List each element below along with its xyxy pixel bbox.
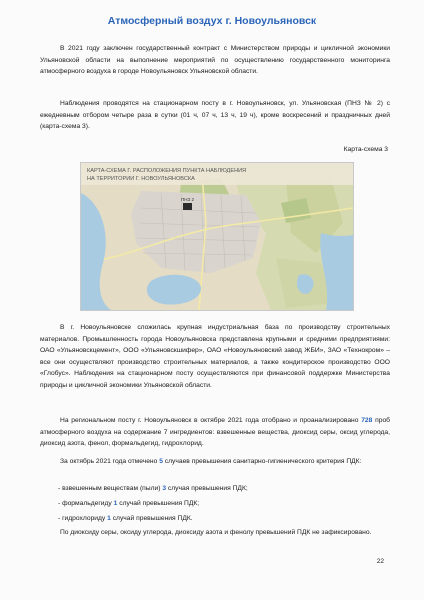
exceedances-count: 5 — [159, 458, 163, 465]
samples-count: 728 — [361, 417, 373, 424]
paragraph-observations — [40, 98, 390, 133]
list-item-text: - взвешенным веществам (пыли) — [58, 485, 163, 492]
paragraph-no-exceedances-text: По диоксиду серы, оксиду углерода, диоксиду азота и фенолу превышений ПДК не зафиксировано. — [60, 529, 372, 536]
list-item-text: случая превышения ПДК; — [166, 485, 248, 492]
paragraph-exceedances — [40, 456, 390, 468]
post-marker — [183, 203, 192, 210]
post-label: ПНЗ 2 — [181, 197, 194, 202]
map-caption: Карта-схема 3 — [343, 146, 388, 153]
samples-text-before: На региональном посту г. Новоульяновск в октябре 2021 года отобрано и проанализировано — [60, 417, 362, 424]
paragraph-observations-text: Наблюдения проводятся на стационарном посту в г. Новоульяновск, ул. Ульяновская (ПНЗ № 2) с ежедневным отбором четыре раза в сутки (01 ч, 07 ч, 13 ч, 19 ч), кроме воскресений и праздничных дней (карта-схема 3). — [40, 100, 390, 131]
list-item-count: 1 — [107, 515, 111, 522]
list-item-text: случай превышения ПДК. — [110, 515, 193, 522]
samples-text-after: проб атмосферного воздуха на содержание 7 ингредиентов: взвешенные вещества, диоксид серы, оксид углерода, диоксид азота, фенол, формальдегид, гидрохлорид. — [40, 417, 390, 448]
list-item — [58, 498, 199, 509]
paragraph-contract — [40, 43, 390, 78]
page-number: 22 — [376, 558, 384, 565]
map-header-line1: КАРТА-СХЕМА Г. РАСПОЛОЖЕНИЯ ПУНКТА НАБЛЮДЕНИЯ — [87, 168, 247, 174]
map-header-line2: НА ТЕРРИТОРИИ Г. НОВОУЛЬЯНОВСКА — [87, 176, 195, 182]
list-item-count: 3 — [162, 485, 167, 492]
list-item — [58, 513, 193, 524]
paragraph-industry — [40, 322, 390, 392]
page-title: Атмосферный воздух г. Новоульяновск — [107, 15, 317, 27]
paragraph-industry-text: В г. Новоульяновске сложилась крупная индустриальная база по производству строительных материалов. Промышленность города Новоульяновска представлена крупными и средними предприятиями: ОАО «Ульяновскцемент», ООО «Ульяновскшифер», ОАО «Новоульяновский завод ЖБИ», ЗАО «Технокром» – все они осуществляют производство строительных материалов, а также кондитерское производство ООО «Глобус». Наблюдения на стационарном посту осуществляются при финансовой поддержке Министерства природы и цикличной экономики Ульяновской области. — [40, 324, 390, 389]
paragraph-samples — [40, 415, 390, 450]
list-item-text: - формальдегиду — [58, 500, 114, 507]
list-item-text: случай превышения ПДК; — [117, 500, 200, 507]
exceedances-text-before: За октябрь 2021 года отмечено — [60, 458, 160, 465]
list-item-count: 1 — [113, 500, 118, 507]
map-image — [81, 163, 353, 310]
location-map — [80, 162, 354, 311]
paragraph-no-exceedances — [40, 527, 390, 539]
paragraph-contract-text: В 2021 году заключен государственный контракт с Министерством природы и цикличной экономики Ульяновской области на выполнение мероприятий по осуществлению государственного мониторинга атмосферного воздуха в городе Новоульяновск Ульяновской области. — [40, 45, 390, 76]
exceedances-text-after: случаев превышения санитарно-гигиенического критерия ПДК: — [162, 458, 362, 465]
list-item — [58, 483, 248, 494]
list-item-text: - гидрохлориду — [58, 515, 108, 522]
